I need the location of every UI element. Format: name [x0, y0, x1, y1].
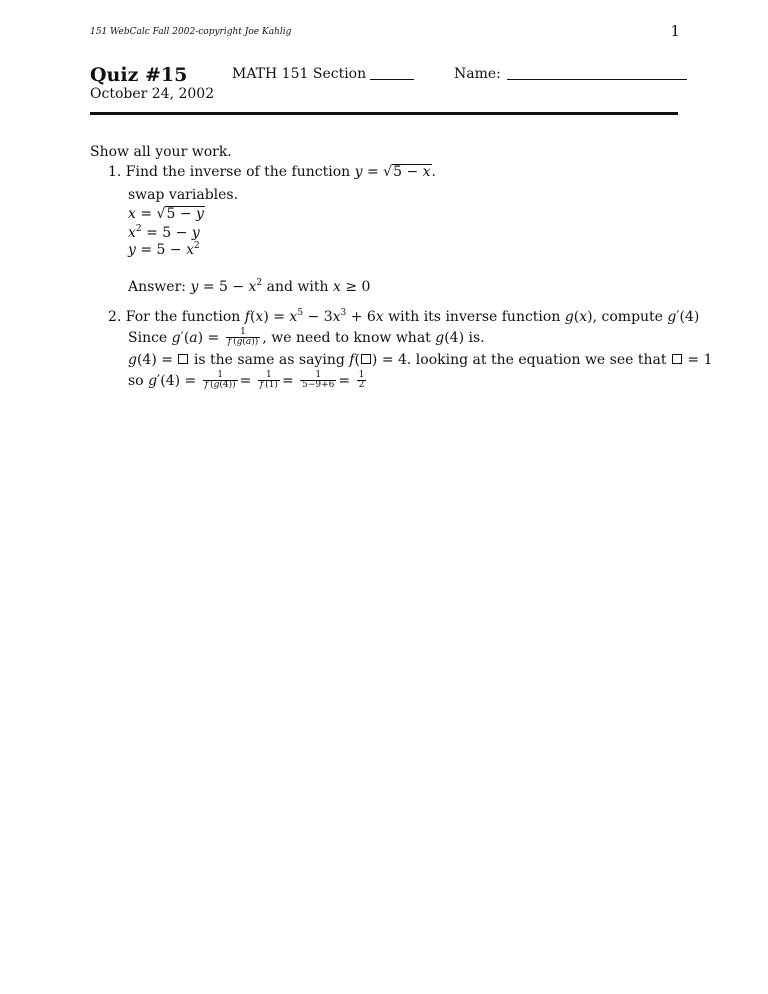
- problem-1-work-4: $y = 5 - x^2$: [128, 241, 200, 258]
- name-field: [454, 66, 687, 82]
- problem-1-work-1: swap variables.: [128, 187, 239, 203]
- problem-1-prompt: 1. Find the inverse of the function y = √5 − x.: [108, 164, 436, 180]
- name-blank: [507, 79, 687, 80]
- box-symbol: [178, 354, 188, 364]
- problem-2-prompt: 2. For the function $f(x) = x^5 - 3x^3 + 6x$ with its inverse function g(x), compute g′(4): [108, 308, 700, 325]
- instructions: Show all your work.: [90, 144, 232, 160]
- problem-2-work-2: g(4) = is the same as saying f( ) = 4. looking at the equation we see that = 1: [128, 352, 713, 368]
- section-label: MATH 151 Section: [232, 66, 367, 82]
- problem-2-work-1: Since g′(a) = $\frac{1}{f'(g(a))}$ , we need to know what g(4) is.: [128, 327, 485, 348]
- page-number: 1: [670, 22, 680, 40]
- sqrt-symbol: √5 − x: [383, 164, 431, 180]
- problem-1-work-3: $x^2 = 5 - y$: [128, 224, 200, 241]
- name-label: Name:: [454, 66, 501, 82]
- fraction: $\frac{1}{f'(g(a))}$: [227, 327, 259, 348]
- section-field: [232, 66, 414, 82]
- quiz-title: Quiz #15: [90, 64, 188, 86]
- quiz-date: October 24, 2002: [90, 86, 215, 102]
- section-blank: [370, 79, 414, 80]
- problem-1-answer: Answer: $y = 5 - x^2$ and with x ≥ 0: [128, 278, 371, 295]
- problem-2-work-3: so g′(4) = $\frac{1}{f'(g(4))}$ = $\frac{1}{f'(1)}$ = $\frac{1}{5-9+6}$ = $\frac{1}{2}$: [128, 370, 365, 391]
- header-rule: [90, 112, 678, 115]
- running-head: 151 WebCalc Fall 2002-copyright Joe Kahlig: [90, 27, 292, 37]
- problem-1-work-2: x = √5 − y: [128, 206, 204, 222]
